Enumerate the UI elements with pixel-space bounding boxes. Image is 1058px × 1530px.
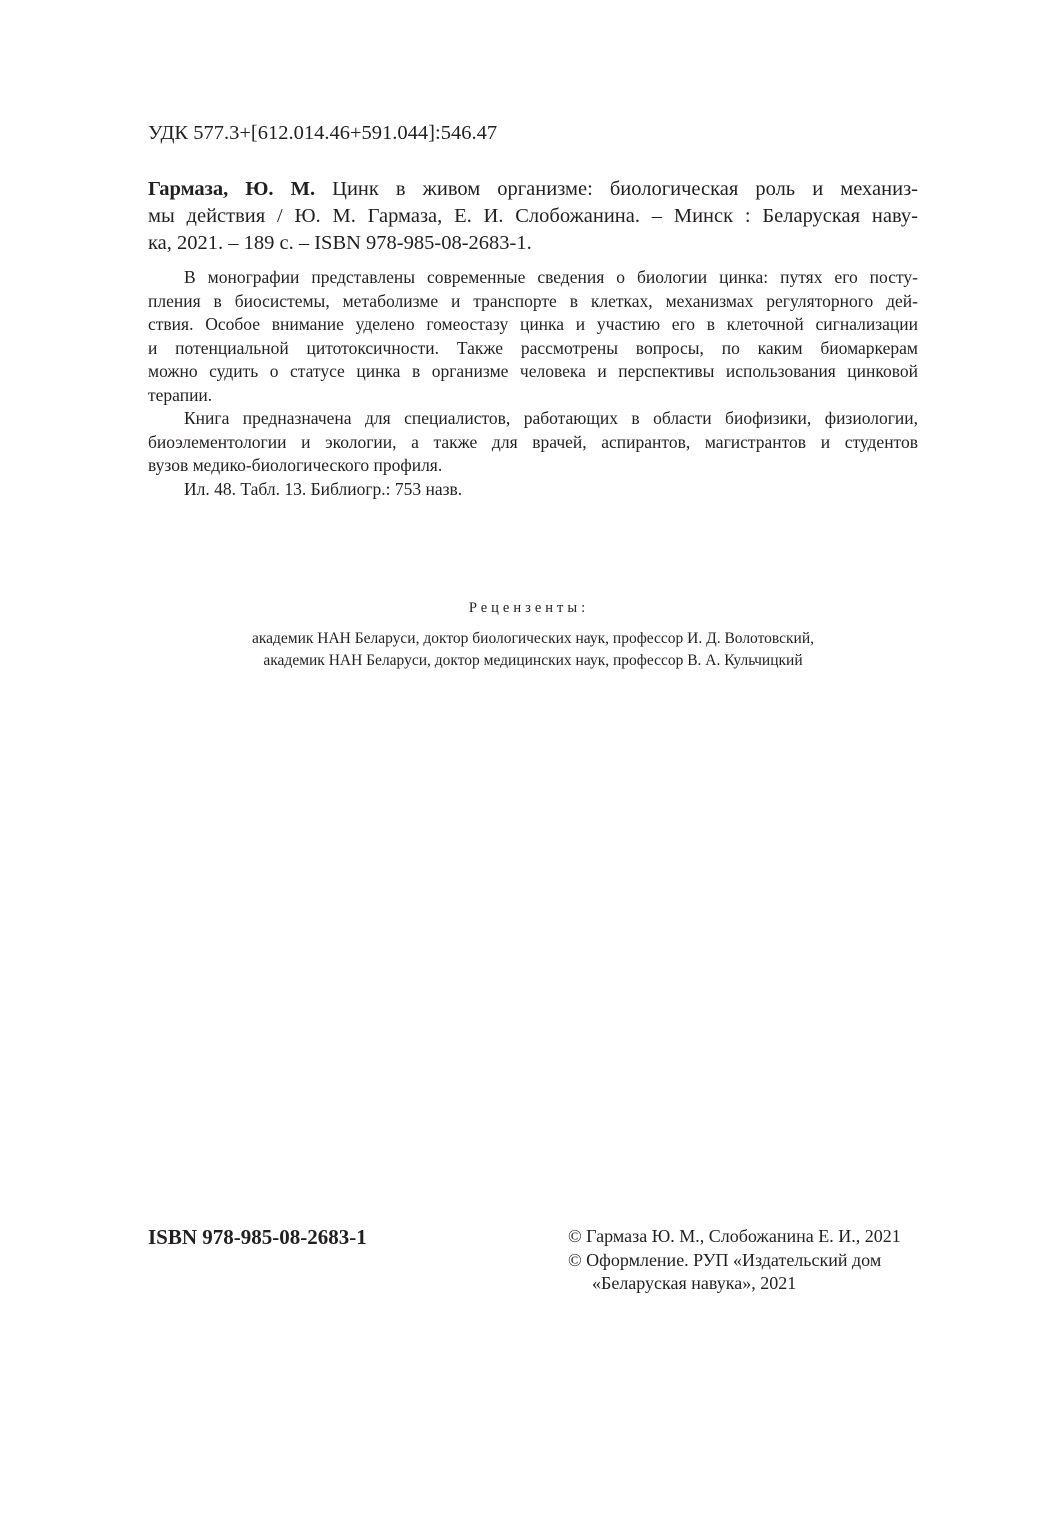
abstract-line: терапии. xyxy=(148,384,213,405)
copyright-line: © Гармаза Ю. М., Слобожанина Е. И., 2021 xyxy=(568,1226,901,1246)
udc-code: УДК 577.3+[612.014.46+591.044]:546.47 xyxy=(148,122,498,144)
bibliographic-line: мы действия / Ю. М. Гармаза, Е. И. Слобожанина. – Минск : Беларуская наву- xyxy=(148,205,918,227)
reviewer-line: академик НАН Беларуси, доктор медицинских наук, профессор В. А. Кульчицкий xyxy=(263,651,803,669)
reviewer-line: академик НАН Беларуси, доктор биологических наук, профессор И. Д. Волотовский, xyxy=(251,630,815,647)
copyright-block xyxy=(568,1225,901,1296)
author-name: Гармаза, Ю. М. xyxy=(148,178,316,200)
isbn-number: ISBN 978-985-08-2683-1 xyxy=(148,1225,367,1249)
bibliographic-entry xyxy=(148,176,918,257)
abstract-line: можно судить о статусе цинка в организме человека и перспективы использования цинковой xyxy=(148,361,918,381)
copyright-line: «Беларуская навука», 2021 xyxy=(592,1273,797,1293)
copyright-line: © Оформление. РУП «Издательский дом xyxy=(568,1249,882,1270)
abstract-line: Книга предназначена для специалистов, работающих в области биофизики, физиологии, xyxy=(184,408,918,428)
illustrations-count: Ил. 48. Табл. 13. Библиогр.: 753 назв. xyxy=(184,478,463,499)
abstract xyxy=(148,266,918,501)
reviewers-list xyxy=(0,628,1058,671)
book-title: Цинк в живом организме: биологическая роль и механиз- xyxy=(315,178,919,200)
abstract-line: и потенциальной цитотоксичности. Также рассмотрены вопросы, по каким биомаркерам xyxy=(148,337,918,358)
abstract-line: вузов медико-биологического профиля. xyxy=(148,455,443,475)
abstract-line: биоэлементологии и экологии, а также для врачей, аспирантов, магистрантов и студентов xyxy=(148,431,918,452)
abstract-line: пления в биосистемы, метаболизме и транспорте в клетках, механизмах регуляторного дей- xyxy=(148,290,918,311)
reviewers-heading: Рецензенты: xyxy=(468,600,590,616)
abstract-line: ствия. Особое внимание уделено гомеостазу цинка и участию его в клеточной сигнализации xyxy=(148,314,918,334)
abstract-line: В монографии представлены современные сведения о биологии цинка: путях его посту- xyxy=(184,267,918,287)
bibliographic-line xyxy=(148,176,918,203)
bibliographic-line: ка, 2021. – 189 с. – ISBN 978-985-08-2683-1. xyxy=(148,232,532,254)
